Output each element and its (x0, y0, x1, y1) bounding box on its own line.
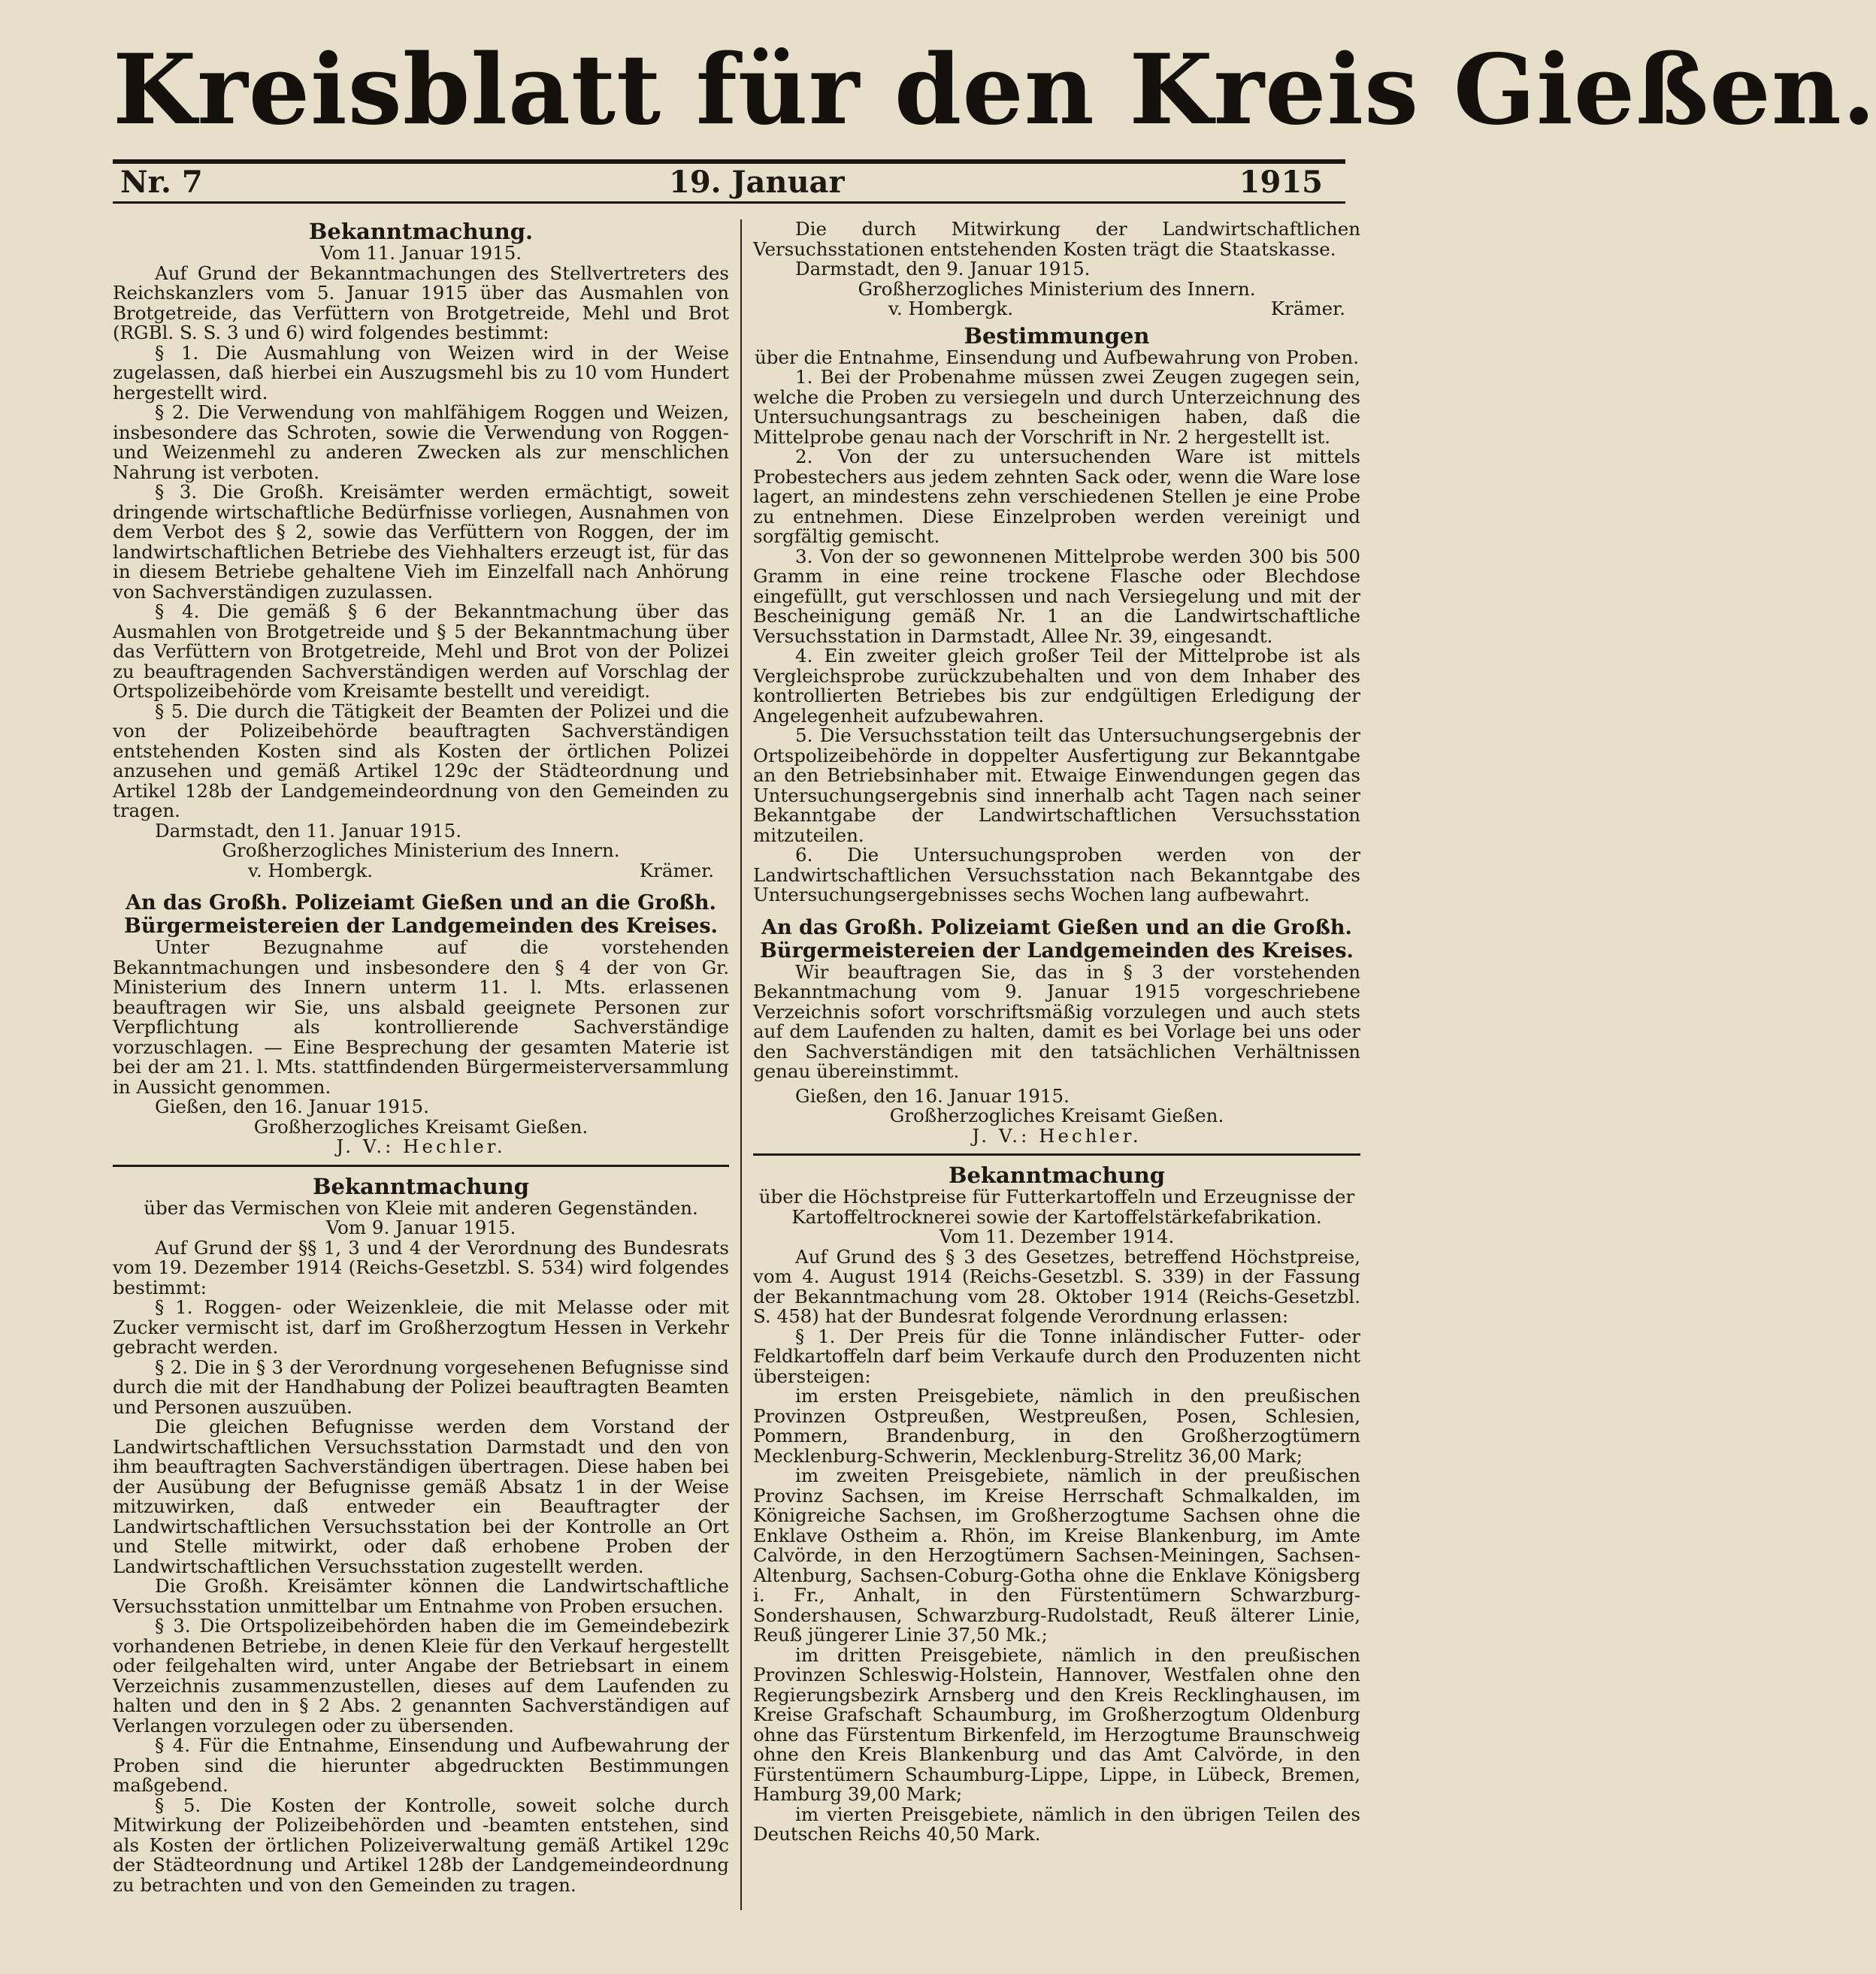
paragraph: Auf Grund der §§ 1, 3 und 4 der Verordnung des Bundesrats vom 19. Dezember 1914 (Reichs-Gesetzbl. S. 534) wird folgendes bestimmt: (113, 1236, 729, 1298)
article-subtitle: über die Höchstpreise für Futterkartoffeln und Erzeugnisse der Kartoffeltrocknerei sowie der Kartoffelstärkefabrikation. (758, 1186, 1355, 1228)
issue-date: 19. Januar (669, 165, 845, 200)
paragraph: § 3. Die Großh. Kreisämter werden ermächtigt, soweit dringende wirtschaftliche Bedürfnisse vorliegen, Ausnahmen von dem Verbot des § 2, sowie das Verfüttern von Roggen, der im landwirtschaftlichen Betriebe des Viehhalters erzeugt ist, für das in diesem Betriebe gehaltene Vieh im Einzelfall nach Anhörung von Sachverständigen zuzulassen. (113, 481, 729, 603)
paragraph: Auf Grund der Bekanntmachungen des Stellvertreters des Reichskanzlers vom 5. Januar 1915 über das Ausmahlen von Brotgetreide, das Verfüttern von Brotgetreide, Mehl und Brot (RGBl. S. S. 3 und 6) wird folgendes bestimmt: (113, 261, 729, 343)
place-date: Gießen, den 16. Januar 1915. (155, 1096, 429, 1117)
place-date: Darmstadt, den 11. Januar 1915. (155, 819, 462, 842)
place-date: Darmstadt, den 9. Januar 1915. (795, 258, 1091, 280)
signature: Krämer. (1270, 298, 1345, 319)
article-title: Bekanntmachung. (308, 219, 534, 244)
price-zone: im ersten Preisgebiete, nämlich in den preußischen Provinzen Ostpreußen, Westpreußen, Posen, Schlesien, Pommern, Brandenburg, in den Großherzogtümern Mecklenburg-Schwerin, Mecklenburg-Strelitz 36,00 Mark; (753, 1385, 1360, 1467)
signature-row (113, 861, 729, 881)
issue-bar (113, 165, 1345, 200)
column-divider (740, 219, 742, 1910)
issue-number: Nr. 7 (120, 165, 203, 200)
price-zone: im dritten Preisgebiete, nämlich in den preußischen Provinzen Schleswig-Holstein, Hannover, Westfalen ohne den Regierungsbezirk Arnsberg und den Kreis Recklinghausen, im Kreise Grafschaft Schaumburg, im Großherzogtum Oldenburg ohne das Fürstentum Birkenfeld, im Herzogtume Braunschweig ohne den Kreis Blankenburg und das Amt Calvörde, in den Fürstentümern Schaumburg-Lippe, Lippe, in Lübeck, Bremen, Hamburg 39,00 Mark; (753, 1643, 1360, 1805)
paragraph: § 2. Die in § 3 der Verordnung vorgesehenen Befugnisse sind durch die mit der Handhabung der Polizei beauftragten Beamten und Personen auszuüben. (113, 1356, 729, 1418)
paragraph: 4. Ein zweiter gleich großer Teil der Mittelprobe ist als Vergleichsprobe zurückzubehalten und von dem Inhaber des kontrollierten Betriebes bis zur endgültigen Erledigung der Angelegenheit aufzubewahren. (753, 645, 1360, 727)
signature: v. Hombergk. (248, 859, 374, 881)
article-subtitle: über das Vermischen von Kleie mit anderen Gegenständen. (144, 1196, 698, 1219)
signature: Krämer. (639, 859, 714, 881)
issuing-authority: Großherzogliches Ministerium des Innern. (222, 839, 620, 861)
article-title: Bekanntmachung (948, 1162, 1166, 1188)
paragraph: § 5. Die durch die Tätigkeit der Beamten der Polizei und die von der Polizeibehörde beauftragten Sachverständigen entstehenden Kosten sind als Kosten der örtlichen Polizei anzusehen und gemäß Artikel 129c der Städteordnung und Artikel 128b der Landgemeindeordnung von den Gemeinden zu tragen. (113, 700, 729, 821)
masthead-rule-bottom (113, 201, 1345, 204)
issuing-authority: Großherzogliches Kreisamt Gießen. (253, 1115, 589, 1138)
price-zone: im zweiten Preisgebiete, nämlich in der preußischen Provinz Sachsen, im Kreise Herrschaft Schmalkalden, im Königreiche Sachsen, im Großherzogtume Sachsen ohne die Enklave Ostheim a. Rhön, im Kreise Blankenburg, im Amte Calvörde, in den Herzogtümern Sachsen-Meiningen, Sachsen-Altenburg, Sachsen-Coburg-Gotha ohne die Enklave Königsberg i. Fr., Anhalt, in den Fürstentümern Schwarzburg-Sondershausen, Schwarzburg-Rudolstadt, Reuß älterer Linie, Reuß jüngerer Linie 37,50 Mk.; (753, 1465, 1360, 1646)
signature: J. V.: Hechler. (336, 1135, 506, 1157)
issuing-authority: Großherzogliches Ministerium des Innern. (858, 277, 1256, 300)
paragraph: Die Großh. Kreisämter können die Landwirtschaftliche Versuchsstation unmittelbar um Entnahme von Proben ersuchen. (113, 1575, 729, 1617)
article-date: Vom 11. Dezember 1914. (939, 1226, 1175, 1247)
article-subtitle: über die Entnahme, Einsendung und Aufbewahrung von Proben. (754, 346, 1359, 368)
paragraph: § 4. Die gemäß § 6 der Bekanntmachung über das Ausmahlen von Brotgetreide und § 5 der Bekanntmachung über das Verfüttern von Brotgetreide, Mehl und Brot von der Polizei zu beauftragenden Sachverständigen werden auf Vorschlag der Ortspolizeibehörde vom Kreisamte bestellt und vereidigt. (113, 600, 729, 702)
paragraph: Die durch Mitwirkung der Landwirtschaftlichen Versuchsstationen entstehenden Kosten trägt die Staatskasse. (753, 218, 1360, 260)
place-date: Gießen, den 16. Januar 1915. (795, 1084, 1070, 1107)
paragraph: Wir beauftragen Sie, das in § 3 der vorstehenden Bekanntmachung vom 9. Januar 1915 vorgeschriebene Verzeichnis sofort vorschriftsmäßig vorzulegen und auch stets auf dem Laufenden zu halten, damit es bei Vorlage bei uns oder den Sachverständigen mit den tatsächlichen Verhältnissen genau übereinstimmt. (753, 960, 1360, 1082)
paragraph: Unter Bezugnahme auf die vorstehenden Bekanntmachungen und insbesondere den § 4 der von Gr. Ministerium des Innern unterm 11. l. Mts. erlassenen beauftragen wir Sie, uns alsbald geeignete Personen zur Verpflichtung als kontrollierende Sachverständige vorzuschlagen. — Eine Besprechung der gesamten Materie ist bei der am 21. l. Mts. stattfindenden Bürgermeisterversammlung in Aussicht genommen. (113, 936, 729, 1098)
paragraph: 3. Von der so gewonnenen Mittelprobe werden 300 bis 500 Gramm in eine reine trockene Flasche oder Blechdose eingefüllt, gut verschlossen und nach Versiegelung und mit der Bescheinigung gemäß Nr. 1 an die Landwirtschaftliche Versuchsstation in Darmstadt, Allee Nr. 39, eingesandt. (753, 545, 1360, 647)
right-column (753, 219, 1360, 1845)
article-title: Bestimmungen (964, 322, 1150, 349)
left-column (113, 219, 729, 1895)
paragraph: § 5. Die Kosten der Kontrolle, soweit solche durch Mitwirkung der Polizeibehörden und -beamten entstehen, sind als Kosten der örtlichen Polizeiverwaltung gemäß Artikel 129c der Städteordnung und Artikel 128b der Landgemeindeordnung zu betrachten und von den Gemeinden zu tragen. (113, 1794, 729, 1896)
article-date: Vom 11. Januar 1915. (319, 242, 522, 264)
issue-year: 1915 (1239, 165, 1323, 200)
paragraph: § 2. Die Verwendung von mahlfähigem Roggen und Weizen, insbesondere das Schroten, sowie die Verwendung von Roggen- und Weizenmehl zu anderen Zwecken als zur menschlichen Nahrung ist verboten. (113, 401, 729, 483)
paragraph: 1. Bei der Probenahme müssen zwei Zeugen zugegen sein, welche die Proben zu versiegeln und durch Unterzeichnung des Untersuchungsantrags zu bescheinigen haben, daß die Mittelprobe genau nach der Vorschrift in Nr. 2 hergestellt ist. (753, 366, 1360, 448)
article-title: An das Großh. Polizeiamt Gießen und an die Großh. Bürgermeistereien der Landgemeinden des Kreises. (124, 891, 718, 938)
signature-row (753, 299, 1360, 319)
signature: v. Hombergk. (888, 298, 1014, 319)
paragraph: Auf Grund des § 3 des Gesetzes, betreffend Höchstpreise, vom 4. August 1914 (Reichs-Gesetzbl. S. 339) in der Fassung der Bekanntmachung vom 28. Oktober 1914 (Reichs-Gesetzbl. S. 458) hat der Bundesrat folgende Verordnung erlassen: (753, 1245, 1360, 1327)
paragraph: 2. Von der zu untersuchenden Ware ist mittels Probestechers aus jedem zehnten Sack oder, wenn die Ware lose lagert, an mindestens zehn verschiedenen Stellen je eine Probe zu entnehmen. Diese Einzelproben werden vereinigt und sorgfältig gemischt. (753, 446, 1360, 547)
section-separator (753, 1153, 1360, 1156)
article-date: Vom 9. Januar 1915. (325, 1217, 516, 1238)
article-title: An das Großh. Polizeiamt Gießen und an die Großh. Bürgermeistereien der Landgemeinden des Kreises. (760, 915, 1354, 963)
paragraph: § 3. Die Ortspolizeibehörden haben die im Gemeindebezirk vorhandenen Betriebe, in denen Kleie für den Verkauf hergestellt oder feilgehalten wird, unter Angabe der Betriebsart in einem Verzeichnis zusammenzustellen, dieses auf dem Laufenden zu halten und den in § 2 Abs. 2 genannten Sachverständigen auf Verlangen vorzulegen oder zu übersenden. (113, 1615, 729, 1737)
paragraph: § 1. Roggen- oder Weizenkleie, die mit Melasse oder mit Zucker vermischt ist, darf im Großherzogtum Hessen in Verkehr gebracht werden. (113, 1296, 729, 1358)
section-separator (113, 1165, 729, 1167)
paragraph: 5. Die Versuchsstation teilt das Untersuchungsergebnis der Ortspolizeibehörde in doppelter Ausfertigung zur Bekanntgabe an den Betriebsinhaber mit. Etwaige Einwendungen gegen das Untersuchungsergebnis sind innerhalb acht Tagen nach seiner Bekanntgabe der Landwirtschaftlichen Versuchsstation mitzuteilen. (753, 724, 1360, 846)
article-title: Bekanntmachung (312, 1173, 530, 1199)
paragraph: § 4. Für die Entnahme, Einsendung und Aufbewahrung der Proben sind die hierunter abgedruckten Bestimmungen maßgebend. (113, 1734, 729, 1796)
price-zone: im vierten Preisgebiete, nämlich in den übrigen Teilen des Deutschen Reichs 40,50 Mark. (753, 1803, 1360, 1845)
masthead-rule-top (113, 159, 1345, 164)
paragraph: § 1. Die Ausmahlung von Weizen wird in der Weise zugelassen, daß hierbei ein Auszugsmehl bis zu 10 vom Hundert hergestellt wird. (113, 341, 729, 404)
paragraph: § 1. Der Preis für die Tonne inländischer Futter- oder Feldkartoffeln darf beim Verkaufe durch den Produzenten nicht übersteigen: (753, 1325, 1360, 1387)
newspaper-title: Kreisblatt für den Kreis Gießen. (113, 34, 1876, 147)
paragraph: 6. Die Untersuchungsproben werden von der Landwirtschaftlichen Versuchsstation nach Bekanntgabe des Untersuchungsergebnisses sechs Wochen lang aufbewahrt. (753, 844, 1360, 905)
signature: J. V.: Hechler. (972, 1124, 1142, 1147)
paragraph: Die gleichen Befugnisse werden dem Vorstand der Landwirtschaftlichen Versuchsstation Darmstadt und den von ihm beauftragten Sachverständigen übertragen. Diese haben bei der Ausübung der Befugnisse gemäß Absatz 1 in der Weise mitzuwirken, daß entweder ein Beauftragter der Landwirtschaftlichen Versuchsstation bei der Kontrolle an Ort und Stelle mitwirkt, oder daß erhobene Proben der Landwirtschaftlichen Versuchsstation zugestellt werden. (113, 1416, 729, 1577)
issuing-authority: Großherzogliches Kreisamt Gießen. (889, 1105, 1224, 1126)
